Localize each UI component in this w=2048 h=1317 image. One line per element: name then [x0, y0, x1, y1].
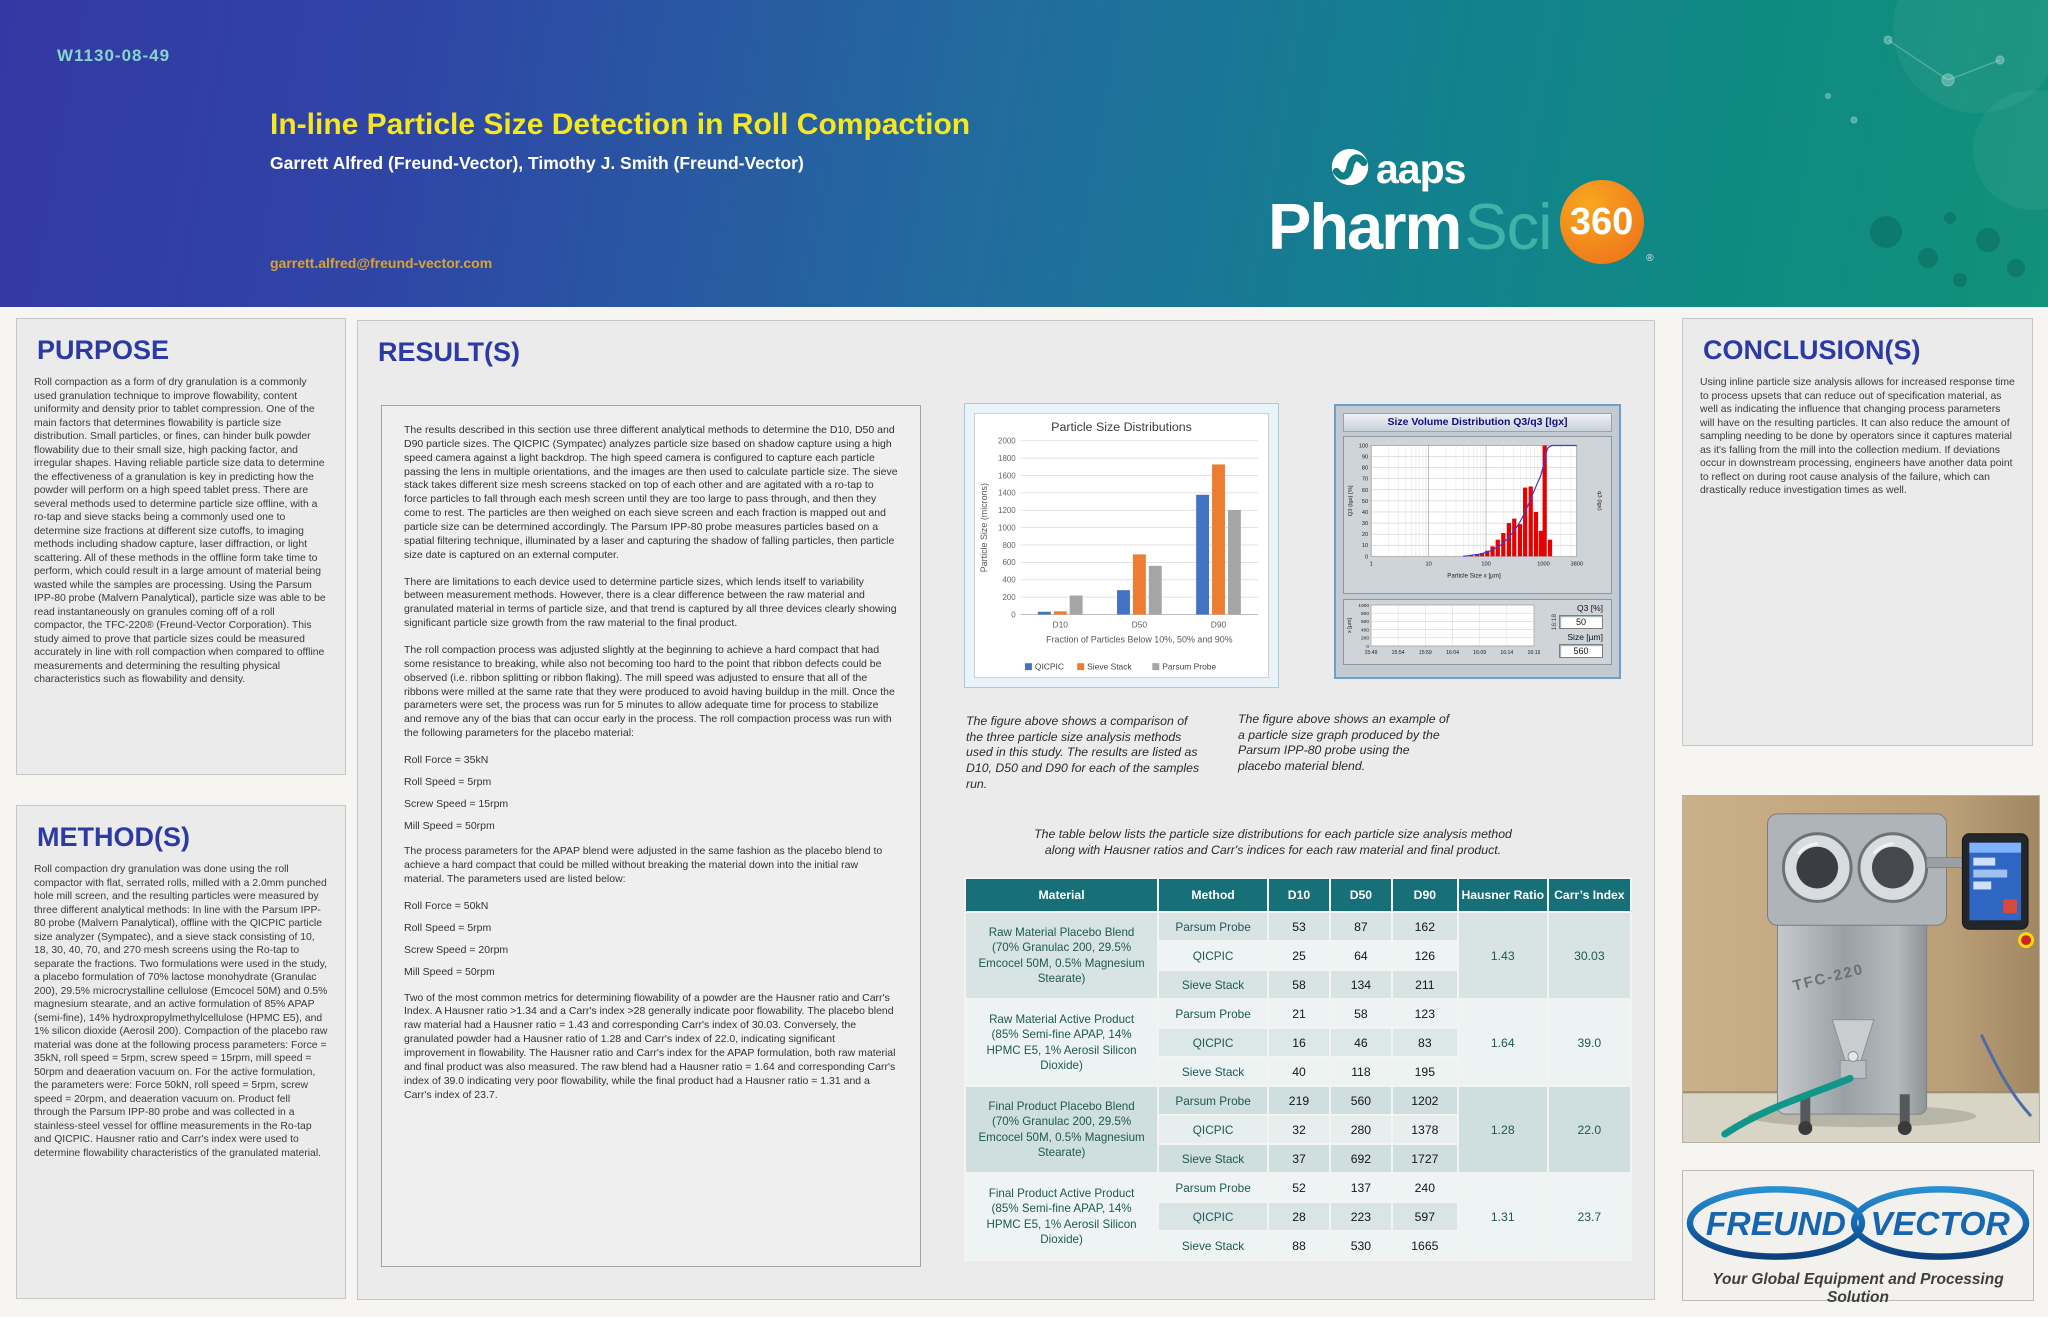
value-cell: 25 — [1268, 941, 1330, 970]
svg-text:0: 0 — [1366, 644, 1369, 650]
bar-chart-caption: The figure above shows a comparison of the three particle size analysis methods used in this study. The results are listed as D10, D50 and D90 for each of the samples run. — [966, 714, 1200, 791]
vector-wordmark: VECTOR — [1870, 1205, 2010, 1243]
table-header-cell: Material — [965, 878, 1158, 912]
method-cell: QICPIC — [1158, 1028, 1268, 1057]
svg-text:40: 40 — [1361, 509, 1369, 516]
parsum-trend-plot — [1344, 600, 1540, 664]
value-cell: 1665 — [1392, 1231, 1458, 1260]
particle-size-bar-chart — [964, 403, 1279, 688]
value-cell: 223 — [1330, 1202, 1392, 1231]
method-cell: Parsum Probe — [1158, 1086, 1268, 1115]
svg-text:16:04: 16:04 — [1446, 650, 1459, 656]
value-cell: 134 — [1330, 970, 1392, 999]
svg-text:100: 100 — [1481, 561, 1491, 568]
table-header-cell: Method — [1158, 878, 1268, 912]
svg-text:3800: 3800 — [1570, 561, 1584, 568]
process-parameter: Mill Speed = 50rpm — [404, 965, 495, 978]
value-cell: 52 — [1268, 1173, 1330, 1202]
svg-text:D90: D90 — [1210, 619, 1227, 630]
value-cell: 1727 — [1392, 1144, 1458, 1173]
svg-text:x [µm]: x [µm] — [1347, 617, 1353, 634]
aaps-swirl-icon — [1330, 147, 1370, 192]
aaps-wordmark: aaps — [1376, 145, 1466, 192]
svg-text:2000: 2000 — [998, 436, 1016, 446]
results-section — [357, 320, 1655, 1300]
value-cell: 37 — [1268, 1144, 1330, 1173]
table-header-cell: D90 — [1392, 878, 1458, 912]
svg-text:400: 400 — [1002, 575, 1016, 585]
purpose-section — [16, 318, 346, 775]
value-cell: 137 — [1330, 1173, 1392, 1202]
process-parameter: Roll Force = 50kN — [404, 900, 489, 913]
svg-text:1000: 1000 — [998, 523, 1016, 533]
table-header-cell: D10 — [1268, 878, 1330, 912]
hausner-ratio-cell: 1.43 — [1458, 912, 1548, 999]
svg-text:Particle Size x [µm]: Particle Size x [µm] — [1447, 572, 1501, 580]
q3-readout-label: Q3 [%] — [1577, 603, 1603, 613]
svg-text:1000: 1000 — [1537, 561, 1550, 568]
q3-readout-value: 50 — [1559, 615, 1603, 629]
process-parameter: Mill Speed = 50rpm — [404, 819, 495, 832]
method-cell: Sieve Stack — [1158, 1057, 1268, 1086]
process-parameter: Roll Force = 35kN — [404, 754, 489, 767]
sci-wordmark: Sci — [1464, 189, 1552, 263]
svg-text:70: 70 — [1361, 476, 1369, 483]
svg-text:100: 100 — [1358, 443, 1369, 450]
method-cell: QICPIC — [1158, 1115, 1268, 1144]
machine-label: TFC-220 — [1791, 961, 1866, 995]
results-paragraph: The results described in this section use three different analytical methods to determine the D10, D50 and D90 particle sizes. The QICPIC (Sympatec) analyzes particle size based on shadow capture using a high speed camera against a light backdrop. The high speed camera is configured to capture each particle passing the lens in multiple orientations, and the images are then used to calculate particle size. The sieve stack takes different size mesh screens stacked on top of each other and are agitated with a ro-tap to force particles to fall through each mesh screen until they are too large to pass through, and then they come to rest. The particles are then weighed on each sieve screen and each fraction is mapped out and particle size can be determined accordingly. The Parsum IPP-80 probe measures particles based on a spatial filtering technique, illuminated by a laser and capturing the shadow of falling particles, then particle size date is captured on an external computer. — [404, 424, 898, 561]
value-cell: 58 — [1268, 970, 1330, 999]
carrs-index-cell: 22.0 — [1548, 1086, 1631, 1173]
svg-text:600: 600 — [1360, 620, 1369, 626]
carrs-index-cell: 23.7 — [1548, 1173, 1631, 1260]
svg-text:q3 (lgx): q3 (lgx) — [1595, 491, 1602, 511]
value-cell: 692 — [1330, 1144, 1392, 1173]
svg-text:1600: 1600 — [998, 471, 1016, 481]
process-parameter: Screw Speed = 15rpm — [404, 797, 509, 810]
particle-size-table — [964, 877, 1632, 1261]
svg-text:1: 1 — [1369, 561, 1373, 568]
hausner-ratio-cell: 1.28 — [1458, 1086, 1548, 1173]
svg-text:15:59: 15:59 — [1418, 650, 1432, 656]
material-cell: Raw Material Placebo Blend (70% Granulac 200, 29.5% Emcocel 50M, 0.5% Magnesium Stearate) — [965, 912, 1158, 999]
value-cell: 46 — [1330, 1028, 1392, 1057]
value-cell: 53 — [1268, 912, 1330, 941]
svg-text:80: 80 — [1361, 465, 1369, 472]
results-paragraph: The process parameters for the APAP blend were adjusted in the same fashion as the placebo blend to achieve a hard compact that could be milled without breaking the material down into the initial raw material. The parameters used are listed below: — [404, 845, 883, 886]
method-cell: Parsum Probe — [1158, 999, 1268, 1028]
svg-text:Particle Size (microns): Particle Size (microns) — [978, 482, 989, 573]
author-email[interactable]: garrett.alfred@freund-vector.com — [270, 255, 493, 271]
method-cell: QICPIC — [1158, 1202, 1268, 1231]
svg-text:0: 0 — [1011, 610, 1016, 620]
value-cell: 1378 — [1392, 1115, 1458, 1144]
q3-readout-time: 16:18 — [1551, 614, 1558, 631]
parsum-size-distribution-chart — [1334, 404, 1621, 679]
freund-wordmark: FREUND — [1705, 1205, 1846, 1243]
svg-text:1400: 1400 — [998, 488, 1016, 498]
svg-text:D50: D50 — [1131, 619, 1148, 630]
value-cell: 280 — [1330, 1115, 1392, 1144]
material-cell: Raw Material Active Product (85% Semi-fine APAP, 14% HPMC E5, 1% Aerosil Silicon Dioxide) — [965, 999, 1158, 1086]
carrs-index-cell: 30.03 — [1548, 912, 1631, 999]
methods-section — [16, 805, 346, 1299]
table-row — [965, 912, 1631, 941]
svg-text:Sieve Stack: Sieve Stack — [1087, 661, 1132, 672]
material-cell: Final Product Active Product (85% Semi-fine APAP, 14% HPMC E5, 1% Aerosil Silicon Dioxide) — [965, 1173, 1158, 1260]
svg-text:D10: D10 — [1052, 619, 1068, 630]
svg-text:Parsum Probe: Parsum Probe — [1162, 661, 1217, 672]
method-cell: Parsum Probe — [1158, 912, 1268, 941]
methods-heading: METHOD(S) — [37, 822, 190, 852]
tfc-220-machine-photo — [1682, 795, 2040, 1143]
hausner-ratio-cell: 1.64 — [1458, 999, 1548, 1086]
value-cell: 83 — [1392, 1028, 1458, 1057]
freund-vector-logo-panel — [1682, 1170, 2034, 1306]
svg-text:16:14: 16:14 — [1500, 650, 1514, 656]
svg-text:200: 200 — [1002, 592, 1016, 602]
results-paragraph: There are limitations to each device used to determine particle sizes, which lends itself to variability between measurement methods. However, there is a clear difference between the raw material and granulated material in terms of particle size, and that trend is captured by all three devices clearly showing significant particle size growth from the raw material to the final product. — [404, 575, 897, 630]
header-banner — [0, 0, 2048, 307]
logo-360-badge: 360 ® — [1560, 180, 1644, 264]
hausner-ratio-cell: 1.31 — [1458, 1173, 1548, 1260]
svg-text:15:49: 15:49 — [1364, 650, 1378, 656]
results-paragraph: Two of the most common metrics for determining flowability of a powder are the Hausner ratio and Carr's Index. A Hausner ratio >1.34 and a Carr's index >28 generally indicate poor flowability. The placebo blend raw material had a Hausner ratio = 1.43 and corresponding Carr's index of 30.03. Conversely, the granulated powder had a Hausner ratio of 1.28 and Carr's index of 22.0, indicating significant improvement in flowability. The Hausner ratio and Carr's index for the APAP formulation, both raw material and final product was also measured. The raw blend had a Hausner ratio = 1.64 and corresponding Carr's index of 39.0 indicating very poor flowability, while the final product had a Hausner ratio = 1.31 and a Carr's index of 23.7. — [404, 991, 896, 1101]
value-cell: 58 — [1330, 999, 1392, 1028]
process-parameter: Screw Speed = 20rpm — [404, 943, 509, 956]
svg-text:50: 50 — [1361, 498, 1369, 505]
results-text-box — [381, 405, 921, 1267]
svg-text:400: 400 — [1360, 628, 1369, 634]
value-cell: 195 — [1392, 1057, 1458, 1086]
value-cell: 1202 — [1392, 1086, 1458, 1115]
bar-chart-svg — [975, 414, 1268, 677]
aaps-pharmsci360-logo — [1268, 146, 1698, 271]
poster-authors: Garrett Alfred (Freund-Vector), Timothy J. Smith (Freund-Vector) — [270, 153, 804, 173]
value-cell: 211 — [1392, 970, 1458, 999]
method-cell: QICPIC — [1158, 941, 1268, 970]
svg-text:1000: 1000 — [1358, 603, 1369, 609]
svg-text:600: 600 — [1002, 558, 1016, 568]
svg-text:15:54: 15:54 — [1391, 650, 1405, 656]
value-cell: 21 — [1268, 999, 1330, 1028]
svg-text:Particle Size Distributions: Particle Size Distributions — [1051, 419, 1192, 434]
table-row — [965, 1086, 1631, 1115]
freund-vector-logo — [1684, 1177, 2032, 1269]
value-cell: 64 — [1330, 941, 1392, 970]
parsum-readouts — [1540, 600, 1609, 664]
svg-text:10: 10 — [1425, 561, 1432, 568]
svg-text:16:19: 16:19 — [1527, 650, 1540, 656]
parsum-chart-title: Size Volume Distribution Q3/q3 [lgx] — [1343, 413, 1612, 432]
svg-text:Q3 (lgx) [%]: Q3 (lgx) [%] — [1348, 485, 1355, 517]
value-cell: 597 — [1392, 1202, 1458, 1231]
svg-text:0: 0 — [1365, 554, 1369, 561]
svg-text:16:09: 16:09 — [1473, 650, 1487, 656]
table-caption: The table below lists the particle size distributions for each particle size analysis method along with Hausner ratios and Carr's indices for each raw material and final product. — [1034, 827, 1512, 857]
value-cell: 126 — [1392, 941, 1458, 970]
results-heading: RESULT(S) — [378, 337, 520, 367]
value-cell: 28 — [1268, 1202, 1330, 1231]
parsum-trend-panel — [1343, 599, 1612, 665]
poster-title: In-line Particle Size Detection in Roll Compaction — [270, 108, 971, 141]
table-header-cell: Hausner Ratio — [1458, 878, 1548, 912]
pharm-wordmark: Pharm — [1268, 189, 1461, 263]
purpose-body: Roll compaction as a form of dry granulation is a commonly used granulation technique to improve flowability, content uniformity and density prior to tablet compression. One of the main factors that determines flowability is particle size distribution. Small particles, or fines, can hinder bulk powder flowability due to their small size, high packing factor, and irregular shapes. Having reliable particle size data to determine the effectiveness of a granulation is key in predicting how the powder will perform on a high speed tablet press. There are several methods used to determine particle size offline, with a ro-tap and sieve stacks being a commonly used one to determine size fractions at different size cutoffs, to imaging methods including shadow capture, laser diffraction, or light scattering. All of these methods in the offline form take time to perform, which could result in a large amount of material being wasted while the samples are processing. Using the Parsum IPP-80 probe (Malvern Panalytical), particle size was able to be read instantaneously on granules coming off of a roll compactor, the TFC-220® (Freund-Vector Corporation). This study aimed to prove that particle sizes could be measured accurately in line with roll compaction when compared to offline measurements and determining the resulting physical characteristics such as flowability and density. — [34, 377, 326, 686]
value-cell: 123 — [1392, 999, 1458, 1028]
parsum-main-plot — [1343, 436, 1612, 594]
svg-text:1800: 1800 — [998, 453, 1016, 463]
method-cell: Sieve Stack — [1158, 1231, 1268, 1260]
method-cell: Sieve Stack — [1158, 1144, 1268, 1173]
freund-vector-tagline: Your Global Equipment and Processing Solution — [1712, 1271, 2004, 1306]
conclusion-body: Using inline particle size analysis allows for increased response time to process upsets that can reduce out of specification material, as well as indicating the influence that changing process parameters will have on the resulting particles. It can also reduce the amount of sampling needing to be done by operators since it captures material as it's falling from the mill into the collection medium. If deviations occur in downstream processing, engineers have another data point to reflect on during root cause analysis of the failure, which can drastically reduce investigation times as well. — [1700, 377, 2015, 497]
parsum-chart-caption: The figure above shows an example of a particle size graph produced by the Parsum IPP-80 probe using the placebo material blend. — [1238, 712, 1450, 774]
svg-text:20: 20 — [1361, 532, 1369, 539]
value-cell: 530 — [1330, 1231, 1392, 1260]
value-cell: 162 — [1392, 912, 1458, 941]
size-readout-label: Size [µm] — [1567, 632, 1603, 642]
table-row — [965, 999, 1631, 1028]
svg-text:10: 10 — [1361, 543, 1369, 550]
poster-id: W1130-08-49 — [57, 46, 171, 65]
value-cell: 16 — [1268, 1028, 1330, 1057]
value-cell: 118 — [1330, 1057, 1392, 1086]
conclusion-section — [1682, 318, 2033, 746]
value-cell: 240 — [1392, 1173, 1458, 1202]
svg-text:Fraction of Particles Below 10: Fraction of Particles Below 10%, 50% and 90% — [1046, 634, 1233, 645]
svg-text:1200: 1200 — [998, 506, 1016, 516]
value-cell: 219 — [1268, 1086, 1330, 1115]
table-header-cell: Carr’s Index — [1548, 878, 1631, 912]
process-parameter: Roll Speed = 5rpm — [404, 921, 492, 934]
svg-text:200: 200 — [1360, 636, 1369, 642]
carrs-index-cell: 39.0 — [1548, 999, 1631, 1086]
table-row — [965, 1173, 1631, 1202]
value-cell: 40 — [1268, 1057, 1330, 1086]
purpose-heading: PURPOSE — [37, 335, 170, 365]
svg-text:90: 90 — [1361, 454, 1369, 461]
method-cell: Sieve Stack — [1158, 970, 1268, 999]
results-paragraph: The roll compaction process was adjusted slightly at the beginning to achieve a hard compact that had some resistance to breaking, while also not becoming too hard to the point that ribbon defects could be observed (i.e. ribbon splitting or ribbon flaking). The mill speed was adjusted to ensure that all of the ribbons were milled at the same rate that they were produced to avoid having buildup in the mill. Once the parameters were set, the process was run for 5 minutes to allow adequate time for process to stabilize and remove any of the bias that can occur early in the process. The roll compaction process was run with the following parameters for the placebo material: — [404, 644, 895, 740]
svg-text:60: 60 — [1361, 487, 1369, 494]
svg-text:QICPIC: QICPIC — [1034, 661, 1064, 672]
process-parameter: Roll Speed = 5rpm — [404, 775, 492, 788]
value-cell: 88 — [1268, 1231, 1330, 1260]
svg-text:800: 800 — [1360, 612, 1369, 617]
table-header-cell: D50 — [1330, 878, 1392, 912]
value-cell: 560 — [1330, 1086, 1392, 1115]
material-cell: Final Product Placebo Blend (70% Granulac 200, 29.5% Emcocel 50M, 0.5% Magnesium Stearate) — [965, 1086, 1158, 1173]
value-cell: 32 — [1268, 1115, 1330, 1144]
registered-mark: ® — [1646, 253, 1654, 264]
value-cell: 87 — [1330, 912, 1392, 941]
method-cell: Parsum Probe — [1158, 1173, 1268, 1202]
conclusion-heading: CONCLUSION(S) — [1703, 335, 1921, 365]
methods-body: Roll compaction dry granulation was done using the roll compactor with flat, serrated rolls, milled with a 2.0mm punched hole mill screen, and the resulting particles were measured by three different analytical methods: In line with the Parsum IPP-80 probe (Malvern Panalytical), offline with the QICPIC particle size analyzer (Sympatec), and a sieve stack consisting of 10, 18, 30, 40, 70, and 270 mesh screens using the Ro-tap to separate the fractions. Two formulations were used in the study, a placebo formulation of 70% lactose monohydrate (Granulac 200), 29.5% microcrystalline cellulose (Emcocel 50M) and 0.5% magnesium stearate, and an active formulation of 85% APAP (semi-fine), 14% hydroxpropylmethylcellulose (HPMC E5), and 1% silicon dioxide (Aerosil 200). Compaction of the placebo raw material was done at the following process parameters: Force = 35kN, roll speed = 5rpm, screw speed = 15rpm, mill speed = 50rpm and deaeration vacuum on. For the active formulation, the parameters were: Force 50kN, roll speed = 5rpm, screw speed = 20rpm, and deaeration vacuum on. Product fell through the Parsum IPP-80 probe and was collected in a stainless-steel vessel for offline measurements in the Ro-tap and QICPIC. Hausner ratio and Carr's index were used to determine flowability characteristics of the granulated material. — [34, 864, 328, 1159]
svg-text:30: 30 — [1361, 521, 1369, 528]
svg-text:800: 800 — [1002, 540, 1016, 550]
size-readout-value: 560 — [1559, 644, 1603, 658]
